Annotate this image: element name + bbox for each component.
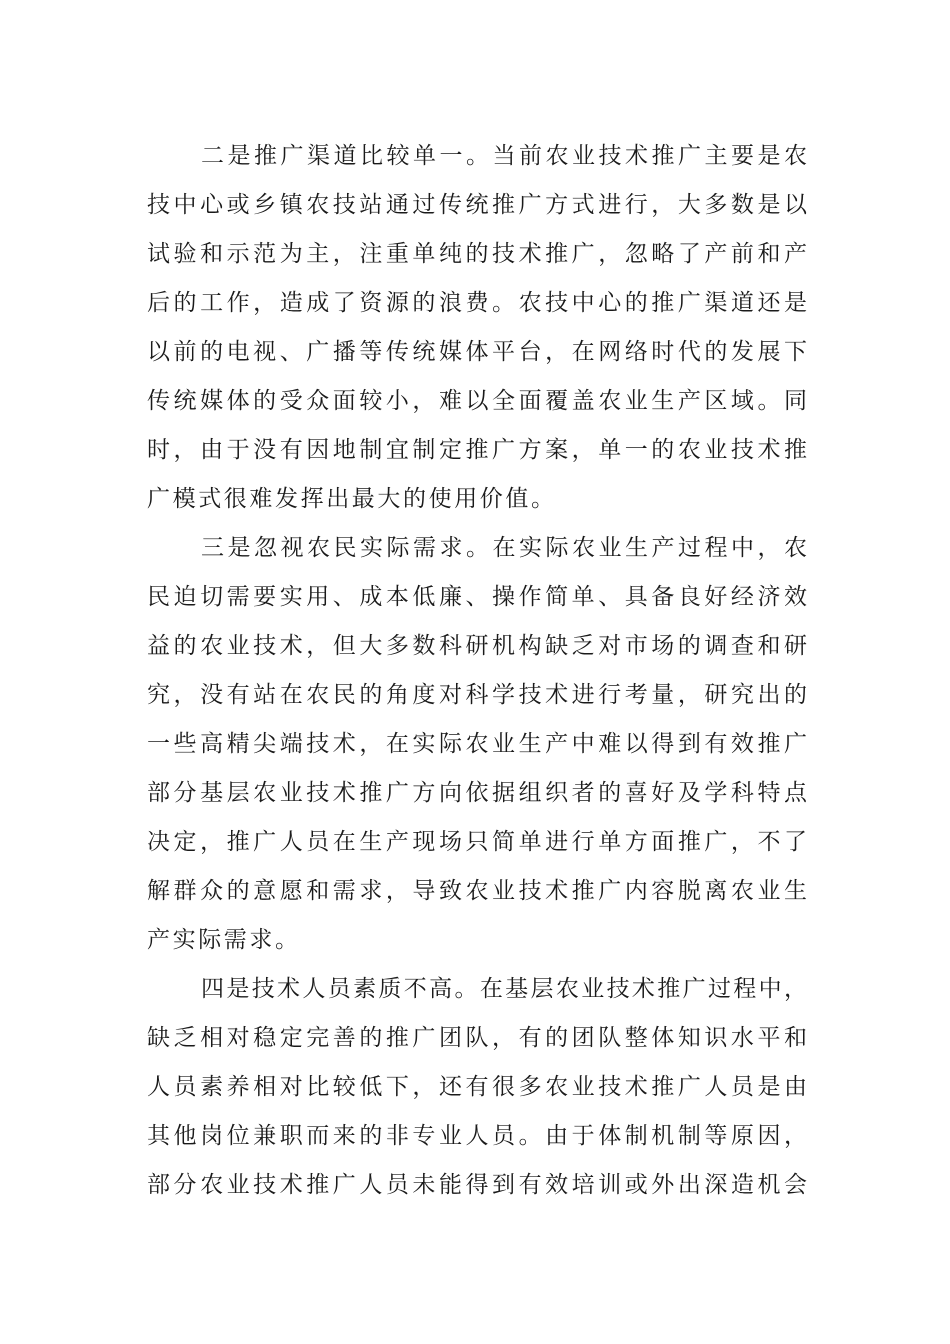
paragraph-line: 缺乏相对稳定完善的推广团队，有的团队整体知识水平和 (147, 1025, 807, 1051)
paragraph-line: 解群众的意愿和需求，导致农业技术推广内容脱离农业生 (147, 878, 807, 904)
paragraph-line: 民迫切需要实用、成本低廉、操作简单、具备良好经济效 (147, 584, 807, 610)
paragraph-staff-quality (147, 965, 807, 1210)
document-body (147, 132, 807, 1210)
paragraph-line: 部分基层农业技术推广方向依据组织者的喜好及学科特点 (147, 780, 807, 806)
paragraph-line: 时，由于没有因地制宜制定推广方案，单一的农业技术推 (147, 437, 807, 463)
paragraph-line: 试验和示范为主，注重单纯的技术推广，忽略了产前和产 (147, 241, 807, 267)
paragraph-line: 四是技术人员素质不高。在基层农业技术推广过程中， (201, 976, 807, 1002)
paragraph-line: 其他岗位兼职而来的非专业人员。由于体制机制等原因， (147, 1123, 807, 1149)
paragraph-line: 益的农业技术，但大多数科研机构缺乏对市场的调查和研 (147, 633, 807, 659)
paragraph-channels (147, 132, 807, 524)
paragraph-line: 以前的电视、广播等传统媒体平台，在网络时代的发展下 (147, 339, 807, 365)
paragraph-line: 技中心或乡镇农技站通过传统推广方式进行，大多数是以 (147, 192, 807, 218)
paragraph-line: 人员素养相对比较低下，还有很多农业技术推广人员是由 (147, 1074, 807, 1100)
paragraph-line: 三是忽视农民实际需求。在实际农业生产过程中，农 (201, 535, 807, 561)
paragraph-farmer-needs (147, 524, 807, 965)
paragraph-line: 究，没有站在农民的角度对科学技术进行考量，研究出的 (147, 682, 807, 708)
paragraph-line: 二是推广渠道比较单一。当前农业技术推广主要是农 (201, 143, 807, 169)
paragraph-line: 部分农业技术推广人员未能得到有效培训或外出深造机会 (147, 1172, 807, 1198)
paragraph-line: 决定，推广人员在生产现场只简单进行单方面推广，不了 (147, 829, 807, 855)
paragraph-line: 一些高精尖端技术，在实际农业生产中难以得到有效推广 (147, 731, 807, 757)
paragraph-line: 广模式很难发挥出最大的使用价值。 (147, 486, 557, 512)
paragraph-line: 产实际需求。 (147, 927, 301, 953)
paragraph-line: 传统媒体的受众面较小，难以全面覆盖农业生产区域。同 (147, 388, 807, 414)
paragraph-line: 后的工作，造成了资源的浪费。农技中心的推广渠道还是 (147, 290, 807, 316)
